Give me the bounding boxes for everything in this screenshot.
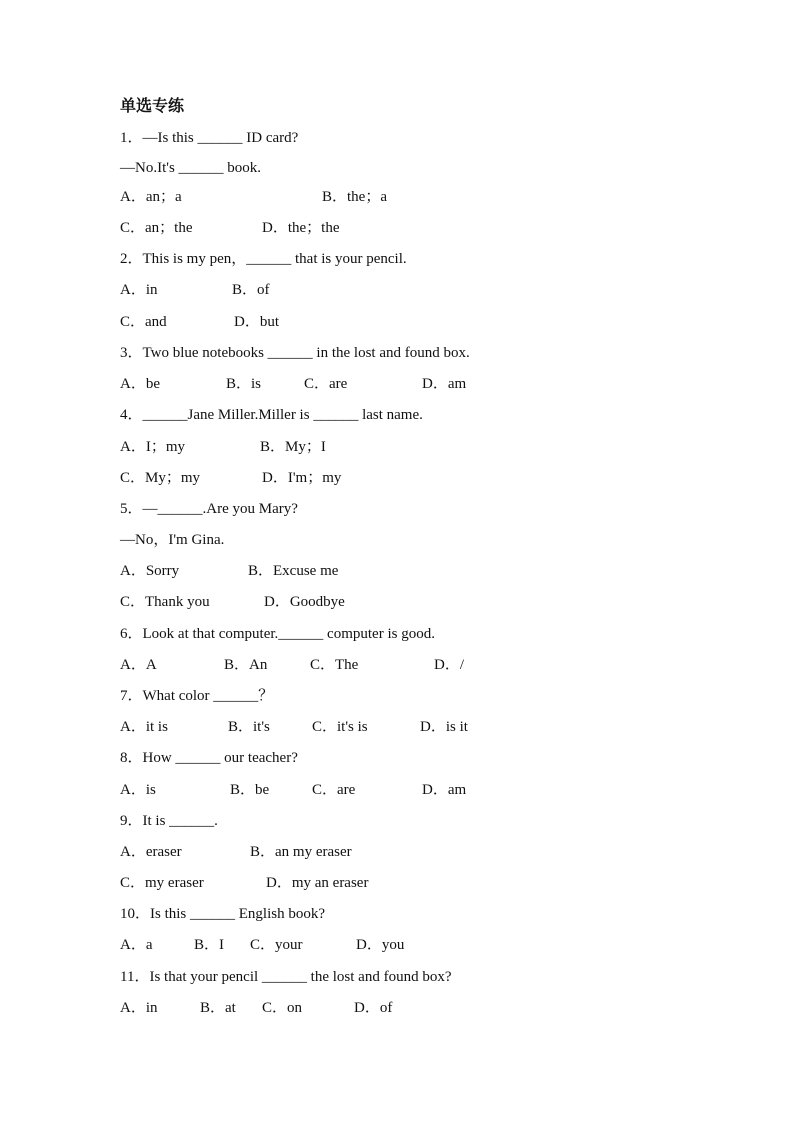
question-5-answer-line: —No，I'm Gina. [120,532,225,548]
q8-option-c[interactable]: C．are [312,782,356,798]
q11-option-a[interactable]: A．in [120,1000,158,1016]
q1-option-c[interactable]: C．an；the [120,220,193,236]
q8-option-d[interactable]: D．am [422,782,467,798]
question-8: 8．How ______ our teacher? [120,750,298,766]
q6-option-c[interactable]: C．The [310,657,359,673]
q10-option-b[interactable]: B．I [194,937,225,953]
q1-option-b[interactable]: B．the；a [322,189,387,205]
q6-option-d[interactable]: D．/ [434,657,465,673]
q9-option-c[interactable]: C．my eraser [120,875,204,891]
q3-option-c[interactable]: C．are [304,376,348,392]
question-11: 11．Is that your pencil ______ the lost and found box? [120,969,452,985]
q7-option-a[interactable]: A．it is [120,719,168,735]
q4-option-b[interactable]: B．My；I [260,439,326,455]
q2-option-b[interactable]: B．of [232,282,270,298]
q2-option-c[interactable]: C．and [120,314,167,330]
q9-option-b[interactable]: B．an my eraser [250,844,352,860]
question-1-answer-line: —No.It's ______ book. [120,160,262,176]
q3-option-b[interactable]: B．is [226,376,262,392]
q8-option-b[interactable]: B．be [230,782,270,798]
q11-option-d[interactable]: D．of [354,1000,393,1016]
q3-option-d[interactable]: D．am [422,376,467,392]
q3-option-a[interactable]: A．be [120,376,160,392]
question-10: 10．Is this ______ English book? [120,906,325,922]
q6-option-a[interactable]: A．A [120,657,157,673]
question-1: 1．—Is this ______ ID card? [120,130,299,146]
question-9: 9．It is ______. [120,813,218,829]
q5-option-b[interactable]: B．Excuse me [248,563,339,579]
q5-option-a[interactable]: A．Sorry [120,563,180,579]
q7-option-c[interactable]: C．it's is [312,719,368,735]
q2-option-d[interactable]: D．but [234,314,280,330]
q9-option-a[interactable]: A．eraser [120,844,182,860]
q1-option-d[interactable]: D．the；the [262,220,340,236]
q4-option-d[interactable]: D．I'm；my [262,470,342,486]
q2-option-a[interactable]: A．in [120,282,158,298]
q11-option-c[interactable]: C．on [262,1000,303,1016]
question-2: 2．This is my pen，______ that is your pencil. [120,251,407,267]
question-3: 3．Two blue notebooks ______ in the lost and found box. [120,345,470,361]
q10-option-d[interactable]: D．you [356,937,405,953]
question-6: 6．Look at that computer.______ computer is good. [120,626,435,642]
q4-option-a[interactable]: A．I；my [120,439,185,455]
q7-option-d[interactable]: D．is it [420,719,468,735]
q5-option-d[interactable]: D．Goodbye [264,594,345,610]
q9-option-d[interactable]: D．my an eraser [266,875,369,891]
q1-option-a[interactable]: A．an；a [120,189,182,205]
q5-option-c[interactable]: C．Thank you [120,594,210,610]
q11-option-b[interactable]: B．at [200,1000,236,1016]
question-4: 4．______Jane Miller.Miller is ______ last name. [120,407,423,423]
question-5: 5．—______.Are you Mary? [120,501,298,517]
q10-option-c[interactable]: C．your [250,937,303,953]
q8-option-a[interactable]: A．is [120,782,156,798]
q7-option-b[interactable]: B．it's [228,719,270,735]
q10-option-a[interactable]: A．a [120,937,153,953]
question-7: 7．What color ______？ [120,688,274,704]
q6-option-b[interactable]: B．An [224,657,268,673]
q4-option-c[interactable]: C．My；my [120,470,201,486]
page-title: 单选专练 [120,96,185,115]
